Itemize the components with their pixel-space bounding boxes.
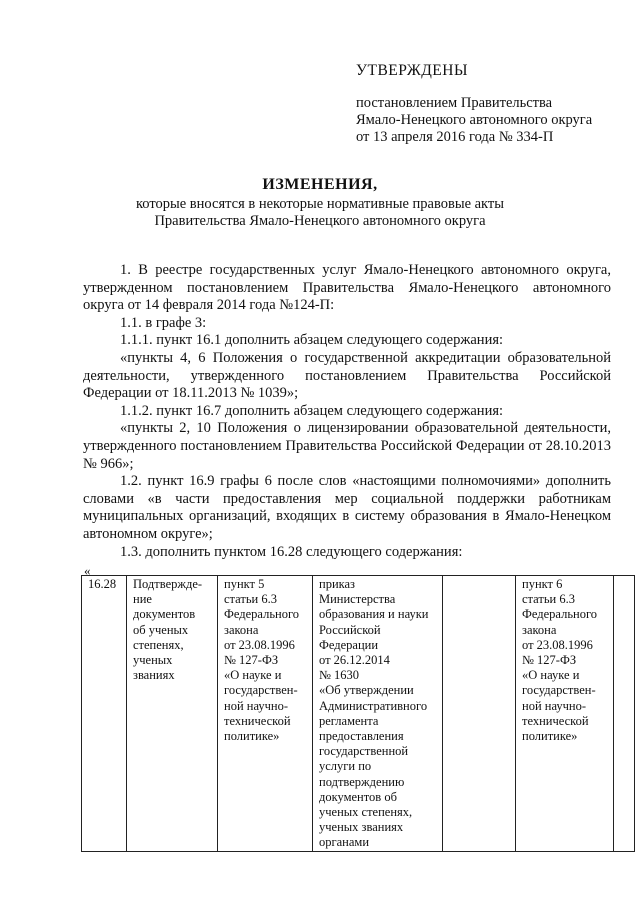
approval-line-2: Ямало-Ненецкого автономного округа [356,112,593,128]
document-subtitle [0,196,640,230]
cell-legal-basis-text: пункт 5 статьи 6.3 Федерального закона от 23.08.1996 № 127-ФЗ «О науке и государствен- ной научно- технической политике» [224,577,300,744]
cell-authority [516,576,614,852]
approval-block [356,95,592,146]
cell-service-name [127,576,218,852]
cell-authority-text: пункт 6 статьи 6.3 Федерального закона от 23.08.1996 № 127-ФЗ «О науке и государствен- ной научно- технической политике» [522,577,598,744]
approval-line-3: от 13 апреля 2016 года № 334-П [356,129,554,145]
table-row [82,576,635,852]
cell-regulation-text: приказ Министерства образования и науки Российской Федерации от 26.12.2014 № 1630 «Об утверждении Административного регламента предоставления государственной услуги по подтверждению документов об ученых степенях, ученых званиях органами [319,577,429,850]
paragraph-1: 1. В реестре государственных услуг Ямало-Ненецкого автономного округа, утвержденном постановлением Правительства Ямало-Ненецкого автономного округа от 14 февраля 2014 года №124-П: [83,262,611,314]
document-body [83,262,611,561]
paragraph-1-2: 1.2. пункт 16.9 графы 6 после слов «настоящими полномочиями» дополнить словами «в части предоставления мер социальной поддержки работникам муниципальных организаций, входящих в систему образования в Ямало-Ненецком автономном округе»; [83,473,611,542]
paragraph-1-1-1: 1.1.1. пункт 16.1 дополнить абзацем следующего содержания: [120,332,504,349]
paragraph-1-1: 1.1. в графе 3: [120,314,207,331]
registry-table [81,575,635,852]
cell-empty [443,576,516,852]
cell-number [82,576,127,852]
table-opening-quote: « [84,563,91,578]
cell-service-name-text: Подтвержде- ние документов об ученых степенях, ученых званиях [133,577,203,683]
paragraph-1-1-2: 1.1.2. пункт 16.7 дополнить абзацем следующего содержания: [120,402,504,419]
cell-legal-basis [218,576,313,852]
subtitle-line-1: которые вносятся в некоторые нормативные правовые акты [135,196,504,212]
document-title: ИЗМЕНЕНИЯ, [262,176,378,193]
cell-number-text: 16.28 [88,577,117,591]
cell-last [614,576,635,852]
approval-title: УТВЕРЖДЕНЫ [356,62,468,79]
subtitle-line-2: Правительства Ямало-Ненецкого автономного округа [154,213,486,229]
approval-line-1: постановлением Правительства [356,95,553,111]
paragraph-1-3: 1.3. дополнить пунктом 16.28 следующего содержания: [120,543,463,560]
cell-regulation [313,576,443,852]
paragraph-quote-2: «пункты 2, 10 Положения о лицензировании образовательной деятельности, утвержденного постановлением Правительства Российской Федерации от 28.10.2013 № 966»; [83,420,611,472]
paragraph-quote-1: «пункты 4, 6 Положения о государственной аккредитации образовательной деятельности, утвержденного постановлением Правительства Российской Федерации от 18.11.2013 № 1039»; [83,349,611,402]
